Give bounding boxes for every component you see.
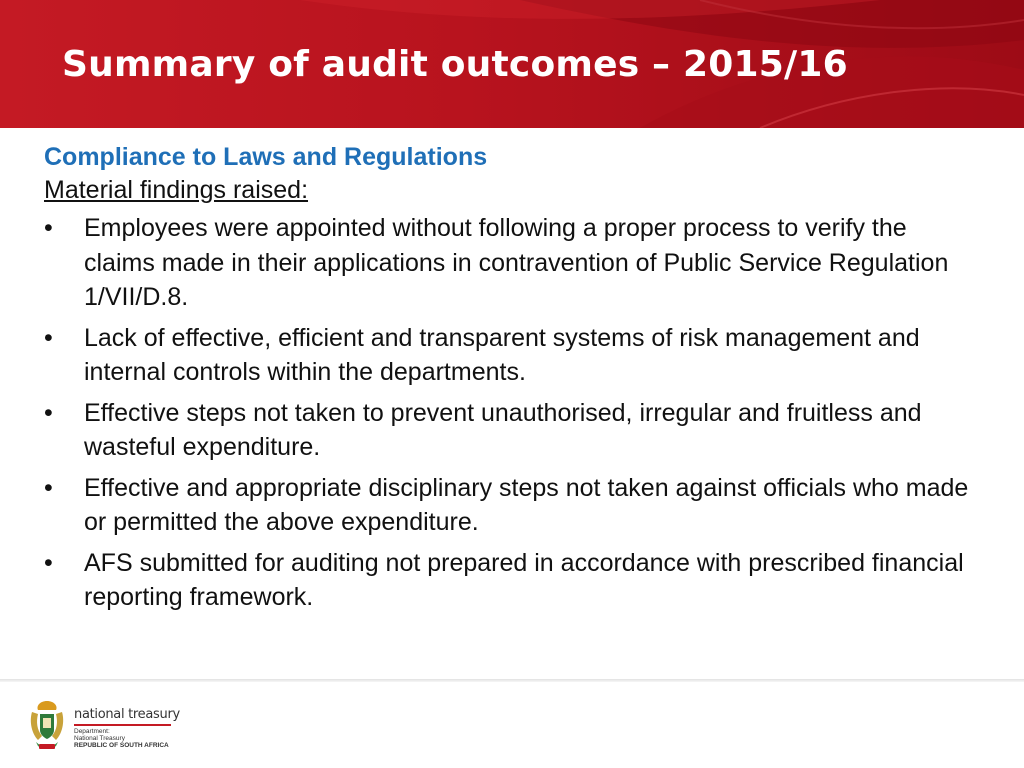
- bullet-icon: •: [44, 548, 53, 577]
- brand-name: national treasury: [74, 707, 180, 722]
- footer-logo: [26, 698, 186, 754]
- list-item: [44, 321, 984, 390]
- department-label: Department:: [74, 728, 110, 735]
- header-banner: [0, 0, 1024, 128]
- coat-of-arms-icon: [26, 698, 68, 752]
- bullet-icon: •: [44, 398, 53, 427]
- list-item: [44, 396, 984, 465]
- department-name: National Treasury: [74, 735, 125, 742]
- list-item: [44, 546, 984, 615]
- finding-text: Lack of effective, efficient and transparent systems of risk management and internal controls within the departments.: [84, 323, 920, 386]
- page-title: Summary of audit outcomes – 2015/16: [62, 44, 848, 85]
- finding-text: Effective steps not taken to prevent unauthorised, irregular and fruitless and wasteful expenditure.: [84, 398, 922, 461]
- bullet-icon: •: [44, 323, 53, 352]
- brand-divider: [74, 724, 171, 726]
- findings-list: [44, 211, 984, 615]
- list-item: [44, 211, 984, 315]
- bullet-icon: •: [44, 473, 53, 502]
- bullet-icon: •: [44, 214, 53, 242]
- finding-text: AFS submitted for auditing not prepared in accordance with prescribed financial reporting framework.: [84, 548, 964, 611]
- section-heading: Compliance to Laws and Regulations: [44, 143, 488, 171]
- finding-text: Employees were appointed without following a proper process to verify the claims made in their applications in contravention of Public Service Regulation 1/VII/D.8.: [84, 214, 949, 311]
- footer-divider: [0, 679, 1024, 682]
- country-name: REPUBLIC OF SOUTH AFRICA: [74, 742, 169, 749]
- finding-text: Effective and appropriate disciplinary steps not taken against officials who made or permitted the above expenditure.: [84, 473, 969, 536]
- slide-content: [44, 141, 984, 621]
- list-item: [44, 471, 984, 540]
- findings-intro: Material findings raised:: [44, 176, 309, 204]
